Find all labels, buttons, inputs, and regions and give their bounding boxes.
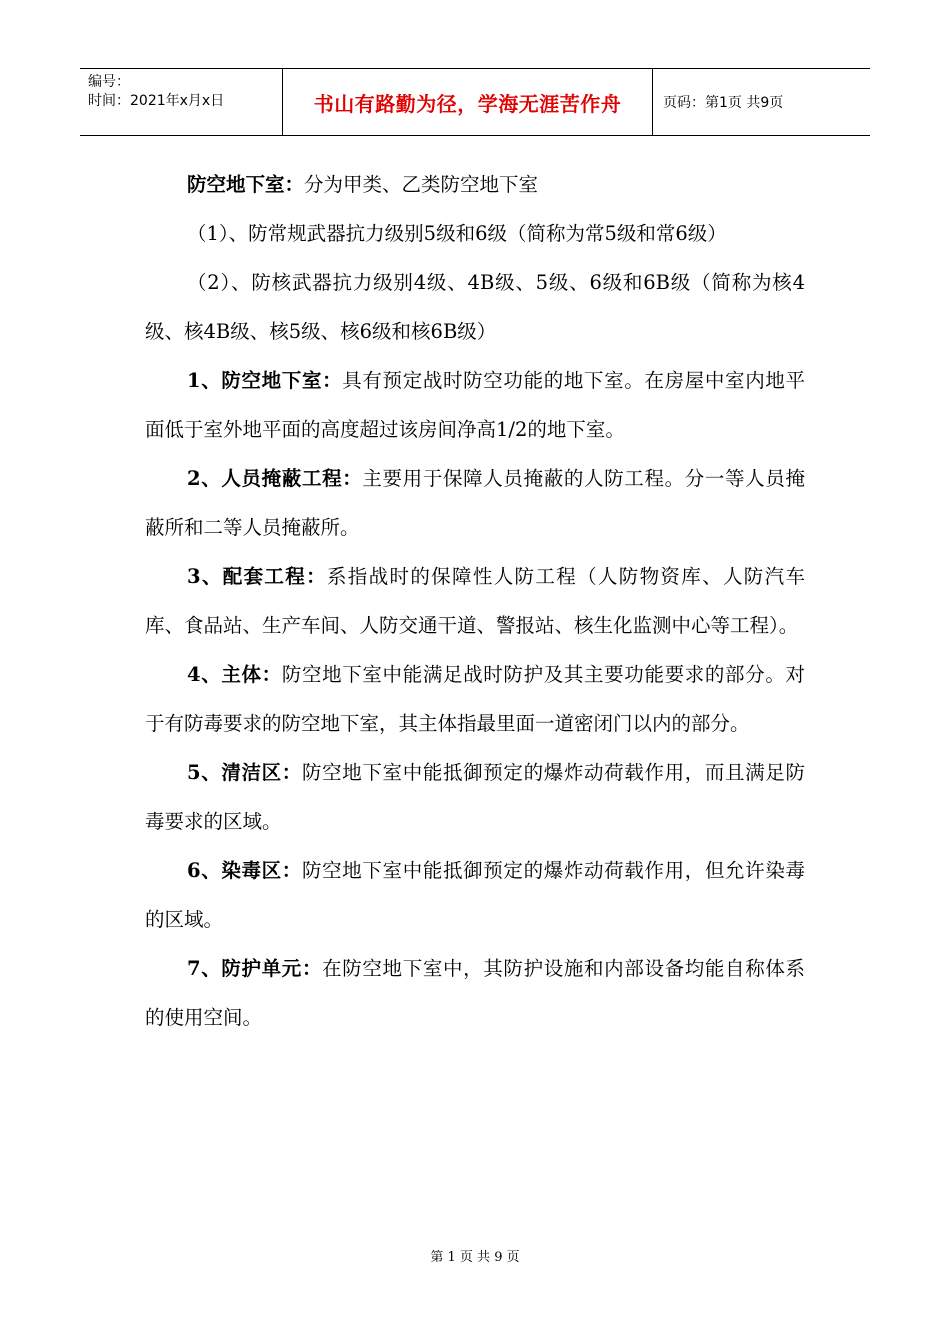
paragraph-text: 在防空地下室中，其防护设施和内部设备均能自称体系的使用空间。 (145, 957, 805, 1029)
paragraph-0 (145, 160, 805, 209)
term: 3、配套工程： (187, 565, 327, 588)
paragraph-3 (145, 356, 805, 454)
paragraph-text: 分为甲类、乙类防空地下室 (304, 173, 539, 196)
term: 5、清洁区： (187, 761, 302, 784)
paragraph-1 (145, 209, 805, 258)
term: 防空地下室： (187, 173, 305, 196)
paragraph-2 (145, 258, 805, 356)
time-label: 时间：2021年x月x日 (88, 93, 225, 109)
paragraph-4 (145, 454, 805, 552)
paragraph-text: 防空地下室中能抵御预定的爆炸动荷载作用，而且满足防毒要求的区域。 (145, 761, 805, 833)
term: 6、染毒区： (187, 859, 302, 882)
paragraph-text: 系指战时的保障性人防工程（人防物资库、人防汽车库、食品站、生产车间、人防交通干道、警报站、核生化监测中心等工程）。 (145, 565, 805, 637)
paragraph-text: 主要用于保障人员掩蔽的人防工程。分一等人员掩蔽所和二等人员掩蔽所。 (145, 467, 805, 539)
paragraph-text: （2）、防核武器抗力级别4级、4B级、5级、6级和6B级（简称为核4级、核4B级、核5级、核6级和核6B级） (145, 271, 805, 343)
header-page-label: 页码：第1页 共9页 (663, 95, 784, 111)
paragraph-8 (145, 846, 805, 944)
page-footer: 第 1 页 共 9 页 (430, 1250, 520, 1265)
page-header (80, 68, 870, 136)
paragraph-text: 防空地下室中能满足战时防护及其主要功能要求的部分。对于有防毒要求的防空地下室，其主体指最里面一道密闭门以内的部分。 (145, 663, 805, 735)
document-body (145, 160, 805, 1042)
term: 1、防空地下室： (187, 369, 343, 392)
code-label: 编号： (88, 74, 130, 90)
paragraph-6 (145, 650, 805, 748)
paragraph-text: 具有预定战时防空功能的地下室。在房屋中室内地平面低于室外地平面的高度超过该房间净高1/2的地下室。 (145, 369, 805, 441)
term: 7、防护单元： (187, 957, 323, 980)
term: 2、人员掩蔽工程： (187, 467, 363, 490)
paragraph-7 (145, 748, 805, 846)
paragraph-text: （1）、防常规武器抗力级别5级和6级（简称为常5级和常6级） (187, 222, 727, 245)
paragraph-text: 防空地下室中能抵御预定的爆炸动荷载作用，但允许染毒的区域。 (145, 859, 805, 931)
paragraph-5 (145, 552, 805, 650)
paragraph-9 (145, 944, 805, 1042)
header-meta (80, 69, 283, 135)
term: 4、主体： (187, 663, 282, 686)
header-motto: 书山有路勤为径，学海无涯苦作舟 (283, 69, 653, 135)
